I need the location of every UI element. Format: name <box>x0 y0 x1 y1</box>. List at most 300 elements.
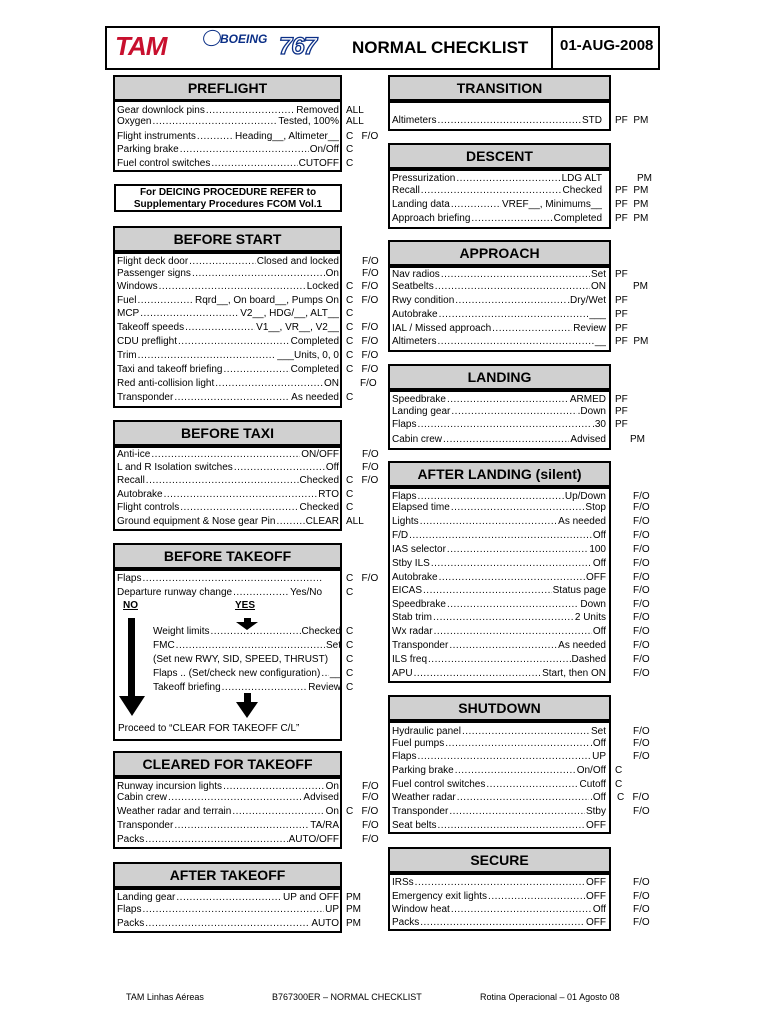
responsible-crew: PF <box>615 269 628 280</box>
dot-leader <box>180 144 309 156</box>
item-label: Landing gear <box>117 892 176 903</box>
dot-leader <box>211 158 297 170</box>
item-label: Transponder <box>392 640 449 651</box>
responsible-crew: F/O <box>633 654 650 665</box>
dot-leader <box>168 792 302 804</box>
responsible-crew: C F/O <box>346 281 379 292</box>
item-value: . <box>319 573 322 584</box>
item-value: Cutoff <box>579 779 606 790</box>
item-label: (Set new RWY, SID, SPEED, THRUST) <box>153 654 329 665</box>
dot-leader <box>223 364 289 376</box>
item-label: ILS freq <box>392 654 428 665</box>
after-landing-title: AFTER LANDING (silent) <box>388 461 611 487</box>
responsible-crew: C F/O <box>346 336 379 347</box>
no-arrow-shaft <box>128 618 135 698</box>
item-label: Flight deck door <box>117 256 189 267</box>
preflight-item <box>117 144 339 156</box>
checklist-header <box>105 26 660 70</box>
shutdown-item <box>392 779 606 791</box>
dot-leader <box>439 572 585 584</box>
item-value: STD <box>582 115 602 126</box>
item-value: On/Off <box>576 765 606 776</box>
dot-leader <box>145 834 287 846</box>
item-value: Status page <box>552 585 606 596</box>
responsible-crew: PF <box>615 323 628 334</box>
item-label: Fuel pumps <box>392 738 445 749</box>
before-taxi-item <box>117 462 339 474</box>
dot-leader <box>451 904 592 916</box>
dot-leader <box>174 820 309 832</box>
after-landing-item <box>392 502 606 514</box>
responsible-crew: C F/O <box>617 792 650 803</box>
responsible-crew: F/O <box>633 738 650 749</box>
descent-item <box>392 185 602 197</box>
footer-document: B767300ER – NORMAL CHECKLIST <box>272 992 422 1002</box>
deicing-note-line1: For DEICING PROCEDURE REFER to <box>139 187 317 198</box>
item-label: Stby ILS <box>392 558 430 569</box>
responsible-crew: ALL <box>346 516 364 527</box>
after-landing-item <box>392 585 606 597</box>
landing-item <box>392 434 606 446</box>
item-label: Rwy condition <box>392 295 455 306</box>
item-value: Completed <box>290 364 339 375</box>
dot-leader <box>437 336 593 348</box>
cleared-takeoff-item <box>117 792 339 804</box>
dot-leader <box>142 904 324 916</box>
shutdown-item <box>392 726 606 738</box>
item-value: Advised <box>303 792 339 803</box>
item-label: Autobrake <box>392 309 438 320</box>
item-value: Tested, 100% <box>278 116 339 127</box>
after-takeoff-item <box>117 904 339 916</box>
item-value: Off <box>592 558 606 569</box>
item-value: 2 Units <box>574 612 606 623</box>
secure-item <box>392 904 606 916</box>
responsible-crew: PF PM <box>615 185 649 196</box>
cleared-takeoff-item <box>117 806 339 818</box>
item-label: Flight controls <box>117 502 180 513</box>
after-landing-item <box>392 558 606 570</box>
landing-item <box>392 406 606 418</box>
responsible-crew: F/O <box>362 834 379 845</box>
item-label: Fuel control switches <box>117 158 211 169</box>
item-label: Altimeters <box>392 115 437 126</box>
dot-leader <box>137 295 194 307</box>
approach-item <box>392 309 606 321</box>
dot-leader <box>486 779 578 791</box>
responsible-crew: ALL <box>346 105 364 116</box>
deicing-note-line2: Supplementary Procedures FCOM Vol.1 <box>133 199 323 210</box>
approach-item <box>392 336 606 348</box>
item-value: __ <box>594 336 606 347</box>
dot-leader <box>189 256 256 268</box>
before-start-item <box>117 336 339 348</box>
dot-leader <box>435 281 590 293</box>
before-takeoff-item <box>153 682 341 694</box>
dot-leader <box>192 268 325 280</box>
item-value: OFF <box>586 891 606 902</box>
before-takeoff-item <box>153 640 341 652</box>
responsible-crew: ALL <box>346 116 364 127</box>
responsible-crew: F/O <box>362 256 379 267</box>
dot-leader <box>178 336 290 348</box>
responsible-crew: F/O <box>633 558 650 569</box>
item-label: Anti-ice <box>117 449 151 460</box>
responsible-crew: C <box>346 158 354 169</box>
responsible-crew: C <box>346 682 354 693</box>
responsible-crew: C <box>346 308 354 319</box>
item-label: Transponder <box>117 820 174 831</box>
revision-date: 01-AUG-2008 <box>560 37 654 54</box>
item-label: Takeoff briefing <box>153 682 221 693</box>
item-label: Hydraulic panel <box>392 726 461 737</box>
item-value: .Dry/Wet <box>567 295 606 306</box>
before-start-title: BEFORE START <box>113 226 342 252</box>
dot-leader <box>151 449 300 461</box>
preflight-item <box>117 116 339 128</box>
dot-leader <box>420 516 557 528</box>
responsible-crew: F/O <box>633 612 650 623</box>
dot-leader <box>420 917 585 929</box>
responsible-crew: F/O <box>633 491 650 502</box>
dot-leader <box>138 350 277 362</box>
responsible-crew: PF <box>615 406 628 417</box>
item-label: Transponder <box>117 392 174 403</box>
responsible-crew: C F/O <box>346 350 379 361</box>
item-label: Altimeters <box>392 336 437 347</box>
dot-leader <box>409 530 592 542</box>
after-landing-item <box>392 530 606 542</box>
responsible-crew: PM <box>633 281 648 292</box>
shutdown-item <box>392 765 606 777</box>
dot-leader <box>415 877 585 889</box>
shutdown-item <box>392 751 606 763</box>
dot-leader <box>434 626 592 638</box>
item-value: Yes/No <box>290 587 322 598</box>
responsible-crew: F/O <box>362 268 379 279</box>
before-takeoff-item <box>153 654 341 666</box>
responsible-crew: F/O <box>633 585 650 596</box>
dot-leader <box>449 640 557 652</box>
responsible-crew: F/O <box>362 820 379 831</box>
responsible-crew: PF <box>615 394 628 405</box>
item-label: Trim <box>117 350 137 361</box>
responsible-crew: C F/O <box>346 573 379 584</box>
before-taxi-item <box>117 516 339 528</box>
dot-leader <box>421 185 562 197</box>
shutdown-item <box>392 806 606 818</box>
after-landing-item <box>392 544 606 556</box>
deicing-note <box>114 184 342 212</box>
dot-leader <box>152 116 277 128</box>
landing-item <box>392 394 606 406</box>
responsible-crew: F/O <box>633 502 650 513</box>
item-label: L and R Isolation switches <box>117 462 233 473</box>
item-label: Parking brake <box>117 144 179 155</box>
dot-leader <box>462 726 590 738</box>
responsible-crew: C F/O <box>346 806 379 817</box>
dot-leader <box>437 115 581 127</box>
dot-leader <box>174 392 290 404</box>
page-title: NORMAL CHECKLIST <box>352 38 529 57</box>
responsible-crew: F/O <box>362 449 379 460</box>
item-label: Oxygen <box>117 116 152 127</box>
dot-leader <box>431 558 592 570</box>
secure-item <box>392 891 606 903</box>
approach-title: APPROACH <box>388 240 611 266</box>
responsible-crew: F/O <box>362 792 379 803</box>
descent-item <box>392 199 602 211</box>
after-landing-item <box>392 640 606 652</box>
item-label: Flaps <box>117 573 142 584</box>
dot-leader <box>276 516 304 528</box>
dot-leader <box>417 419 591 431</box>
responsible-crew: F/O <box>633 877 650 888</box>
shutdown-item <box>392 792 606 804</box>
responsible-crew: F/O <box>362 781 379 792</box>
item-label: IAL / Missed approach <box>392 323 492 334</box>
dot-leader <box>211 626 301 638</box>
preflight-item <box>117 158 339 170</box>
item-value: CLEAR <box>305 516 339 527</box>
item-value: Removed <box>296 105 339 116</box>
item-label: F/D <box>392 530 409 541</box>
dot-leader <box>145 918 310 930</box>
dot-leader <box>185 322 255 334</box>
item-value: Off <box>592 530 606 541</box>
item-value: Up/Down <box>564 491 606 502</box>
item-value: .Off <box>590 792 606 803</box>
secure-item <box>392 877 606 889</box>
responsible-crew: F/O <box>633 891 650 902</box>
item-label: Flaps <box>392 419 417 430</box>
item-value: As needed <box>558 640 606 651</box>
after-landing-item <box>392 599 606 611</box>
dot-leader <box>447 599 579 611</box>
before-taxi-item <box>117 475 339 487</box>
no-label: NO <box>123 600 138 611</box>
preflight-title: PREFLIGHT <box>113 75 342 101</box>
item-value: ON/OFF <box>301 449 339 460</box>
dot-leader <box>447 544 588 556</box>
item-value: __ <box>329 668 341 679</box>
item-label: Weight limits <box>153 626 210 637</box>
responsible-crew: C <box>346 654 354 665</box>
dot-leader <box>232 806 324 818</box>
item-label: CDU preflight <box>117 336 178 347</box>
after-landing-item <box>392 572 606 584</box>
item-label: Autobrake <box>117 489 163 500</box>
responsible-crew: C <box>615 765 623 776</box>
dot-leader <box>437 820 585 832</box>
responsible-crew: F/O <box>633 599 650 610</box>
item-value: Checked <box>299 502 339 513</box>
responsible-crew: C <box>346 626 354 637</box>
before-takeoff-item <box>153 668 341 680</box>
dot-leader <box>417 751 591 763</box>
item-value: ARMED <box>569 394 606 405</box>
responsible-crew: PM <box>346 892 361 903</box>
responsible-crew: C F/O <box>346 364 379 375</box>
item-label: EICAS <box>392 585 423 596</box>
item-value: LDG ALT <box>561 173 602 184</box>
yes-label: YES <box>235 600 256 611</box>
responsible-crew: PM <box>630 434 645 445</box>
item-value: CUTOFF <box>298 158 339 169</box>
item-value: Set <box>590 269 606 280</box>
item-value: Down <box>580 599 606 610</box>
item-label: Nav radios <box>392 269 440 280</box>
descent-item <box>392 213 602 225</box>
responsible-crew: C <box>346 587 354 598</box>
dot-leader <box>234 462 325 474</box>
dot-leader <box>180 502 298 514</box>
item-value: ON <box>324 378 339 389</box>
item-value: Locked <box>306 281 339 292</box>
after-landing-item <box>392 654 606 666</box>
item-label: Weather radar and terrain <box>117 806 232 817</box>
item-label: Packs <box>117 918 145 929</box>
responsible-crew: F/O <box>633 917 650 928</box>
item-label: Wx radar <box>392 626 433 637</box>
before-takeoff-item <box>153 626 341 638</box>
item-value: 100 <box>589 544 606 555</box>
dot-leader <box>414 668 542 680</box>
item-label: APU <box>392 668 413 679</box>
descent-title: DESCENT <box>388 143 611 169</box>
after-landing-item <box>392 668 606 680</box>
item-value: OFF <box>586 572 606 583</box>
item-value: AUTO/OFF <box>288 834 339 845</box>
item-value: Heading__, Altimeter__ <box>235 131 339 142</box>
dot-leader <box>451 406 576 418</box>
footer-revision: Rotina Operacional – 01 Agosto 08 <box>480 992 620 1002</box>
item-label: Fuel <box>117 295 137 306</box>
item-value: Stop <box>585 502 606 513</box>
dot-leader <box>451 502 585 514</box>
after-takeoff-item <box>117 918 339 930</box>
item-value: UP <box>325 904 339 915</box>
dot-leader <box>164 489 318 501</box>
no-arrow-head-icon <box>119 696 145 716</box>
item-value: On <box>325 806 339 817</box>
approach-item <box>392 295 606 307</box>
item-label: IAS selector <box>392 544 446 555</box>
responsible-crew: F/O <box>633 626 650 637</box>
responsible-crew: F/O <box>633 516 650 527</box>
dot-leader <box>456 173 560 185</box>
dot-leader <box>159 281 306 293</box>
responsible-crew: F/O <box>633 806 650 817</box>
item-value: Checked <box>299 475 339 486</box>
dot-leader <box>439 309 589 321</box>
item-label: Taxi and takeoff briefing <box>117 364 223 375</box>
responsible-crew: PM <box>346 918 361 929</box>
responsible-crew: F/O <box>633 904 650 915</box>
item-value: AUTO <box>311 918 339 929</box>
item-label: Emergency exit lights <box>392 891 488 902</box>
item-value: Checked <box>301 626 341 637</box>
responsible-crew: F/O <box>633 544 650 555</box>
item-label: Flaps .. (Set/check new configuration) <box>153 668 321 679</box>
before-takeoff-title: BEFORE TAKEOFF <box>113 543 342 569</box>
proceed-arrow-head-icon <box>236 702 258 718</box>
shutdown-item <box>392 820 606 832</box>
dot-leader <box>197 131 234 143</box>
item-label: Runway incursion lights <box>117 781 223 792</box>
dot-leader <box>457 792 589 804</box>
item-label: Ground equipment & Nose gear Pin <box>117 516 276 527</box>
responsible-crew: C <box>346 502 354 513</box>
item-value: Checked <box>562 185 602 196</box>
before-taxi-item <box>117 449 339 461</box>
dot-leader <box>471 213 552 225</box>
responsible-crew: PF PM <box>615 213 649 224</box>
approach-item <box>392 281 606 293</box>
item-label: Flight instruments <box>117 131 196 142</box>
item-label: Elapsed time <box>392 502 450 513</box>
item-value: ___Units, 0, 0 <box>277 350 339 361</box>
item-label: Cabin crew <box>392 434 443 445</box>
transition-item <box>392 115 602 127</box>
item-label: Recall <box>392 185 420 196</box>
approach-item <box>392 269 606 281</box>
item-value: Rqrd__, On board__, Pumps On <box>195 295 339 306</box>
item-value: .Down <box>577 406 606 417</box>
item-label: Landing gear <box>392 406 451 417</box>
before-takeoff-item <box>117 573 322 585</box>
item-label: Flaps <box>392 491 417 502</box>
item-value: As needed <box>558 516 606 527</box>
responsible-crew: F/O <box>633 726 650 737</box>
responsible-crew: C F/O <box>346 295 379 306</box>
dot-leader <box>455 295 566 307</box>
item-label: Window heat <box>392 904 450 915</box>
item-value: Off <box>592 626 606 637</box>
item-value: Off <box>325 462 339 473</box>
item-label: Autobrake <box>392 572 438 583</box>
dot-leader <box>492 323 572 335</box>
after-takeoff-item <box>117 892 339 904</box>
item-label: Seat belts <box>392 820 437 831</box>
responsible-crew: F/O <box>633 640 650 651</box>
responsible-crew: C <box>346 640 354 651</box>
descent-item <box>392 173 602 185</box>
dot-leader <box>455 765 576 777</box>
responsible-crew: PF PM <box>615 115 649 126</box>
item-label: Windows <box>117 281 158 292</box>
dot-leader <box>433 612 574 624</box>
shutdown-title: SHUTDOWN <box>388 695 611 721</box>
item-label: Flaps <box>117 904 142 915</box>
dot-leader <box>441 269 590 281</box>
item-value: RTO <box>318 489 339 500</box>
responsible-crew: C <box>346 668 354 679</box>
item-value: On/Off <box>309 144 339 155</box>
item-label: Approach briefing <box>392 213 471 224</box>
dot-leader <box>443 434 569 446</box>
item-value: OFF <box>586 917 606 928</box>
before-taxi-title: BEFORE TAXI <box>113 420 342 446</box>
dot-leader <box>176 892 282 904</box>
before-start-item <box>117 256 339 268</box>
item-label: Pressurization <box>392 173 456 184</box>
responsible-crew: C F/O <box>346 322 379 333</box>
item-label: Speedbrake <box>392 599 446 610</box>
dot-leader <box>146 475 299 487</box>
after-landing-item <box>392 626 606 638</box>
dot-leader <box>142 573 318 585</box>
